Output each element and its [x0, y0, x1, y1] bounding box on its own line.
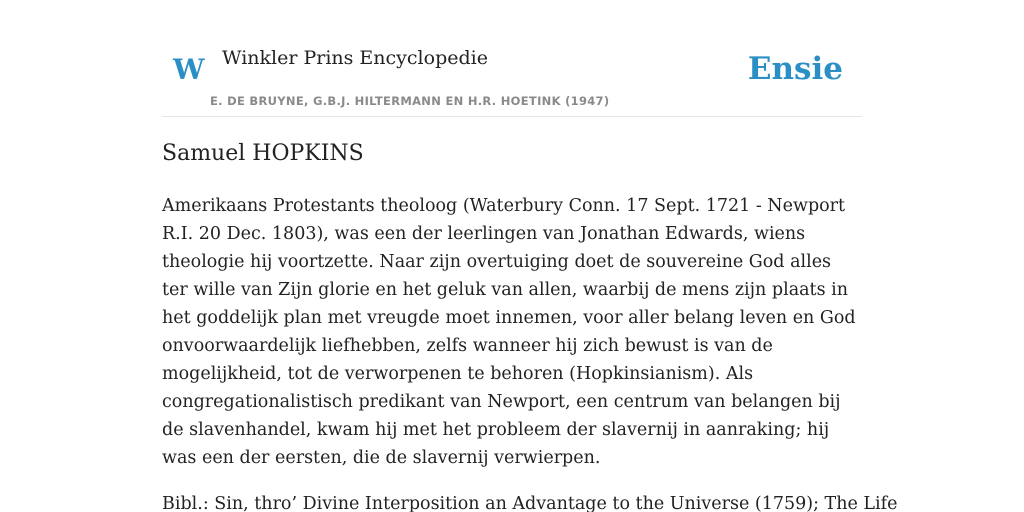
article-body: Amerikaans Protestants theoloog (Waterbury Conn. 17 Sept. 1721 - Newport R.I. 20 Dec. 1803), was een der leerlingen van Jonathan Edwards, wiens theologie hij voortzette. Naar zijn overtuiging doet de souvereine God alles ter wille van Zijn glorie en het geluk van allen, waarbij de mens zijn plaats in het goddelijk plan met vreugde moet innemen, voor aller belang leven en God onvoorwaardelijk liefhebben, zelfs wanneer hij zich bewust is van de mogelijkheid, tot de verworpenen te behoren (Hopkinsianism). Als congregationalistisch predikant van Newport, een centrum van belangen bij de slavenhandel, kwam hij met het probleem der slavernij in aanraking; hij was een der eersten, die de slavernij verwierpen. [162, 196, 856, 468]
publication-authors: E. DE BRUYNE, G.B.J. HILTERMANN EN H.R. HOETINK (1947) [210, 94, 610, 108]
publication-title[interactable]: Winkler Prins Encyclopedie [222, 47, 488, 69]
article-bibliography: Bibl.: Sin, thro’ Divine Interposition an Advantage to the Universe (1759); The Life [162, 494, 898, 512]
article-title: Samuel HOPKINS [162, 141, 364, 166]
ensie-brand-link[interactable]: Ensie [747, 51, 843, 87]
publication-logo[interactable]: W [173, 53, 205, 86]
publication-header [162, 0, 862, 117]
